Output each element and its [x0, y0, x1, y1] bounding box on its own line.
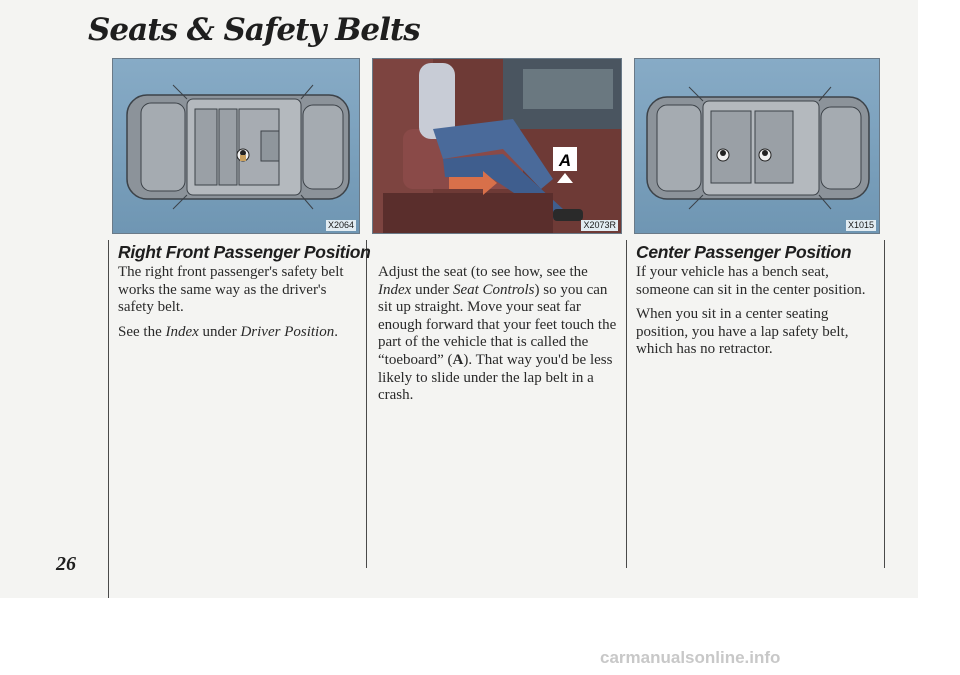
figure-code: X2073R [583, 220, 616, 230]
seated-passenger-illustration [373, 59, 621, 233]
center-column-text [378, 264, 620, 412]
page-number: 26 [56, 553, 76, 575]
heading-center-passenger: Center Passenger Position [636, 242, 852, 262]
figure-code: X1015 [847, 220, 874, 230]
car-top-view-illustration [635, 59, 879, 233]
paragraph: Adjust the seat (to see how, see the Index under Seat Controls) so you can sit up straight. Move your seat far enough forward that your feet touch the part of the vehicle that is called the “toeboard” (A). That way you'd be less likely to slide under the lap belt in a crash. [378, 264, 617, 404]
heading-right-front-passenger: Right Front Passenger Position [118, 242, 371, 262]
figure-center-passenger [634, 58, 880, 234]
footer-watermark: carmanualsonline.info [600, 648, 781, 667]
index-reference: Index [378, 281, 412, 298]
figure-right-front-passenger [112, 58, 360, 234]
figure-code: X2064 [327, 220, 354, 230]
column-rule [626, 240, 627, 568]
index-reference: Index [165, 323, 199, 340]
column-rule [884, 240, 885, 568]
callout-a: A [558, 151, 572, 170]
page-title: Seats & Safety Belts [88, 12, 420, 48]
right-column-text [636, 264, 880, 366]
paragraph: When you sit in a center seating position, you have a lap safety belt, which has no retractor. [636, 306, 849, 358]
paragraph: If your vehicle has a bench seat, someone can sit in the center position. [636, 264, 866, 298]
paragraph: See the Index under Driver Position. [118, 323, 338, 340]
paragraph: The right front passenger's safety belt works the same way as the driver's safety belt. [118, 264, 344, 316]
seat-controls-reference: Seat Controls [452, 281, 535, 298]
left-column-text [118, 264, 354, 348]
column-rule [108, 240, 109, 598]
car-top-view-illustration [113, 59, 359, 233]
driver-position-reference: Driver Position [240, 323, 335, 340]
column-rule [366, 240, 367, 568]
figure-seat-adjustment [372, 58, 622, 234]
callout-reference: A [452, 351, 464, 368]
